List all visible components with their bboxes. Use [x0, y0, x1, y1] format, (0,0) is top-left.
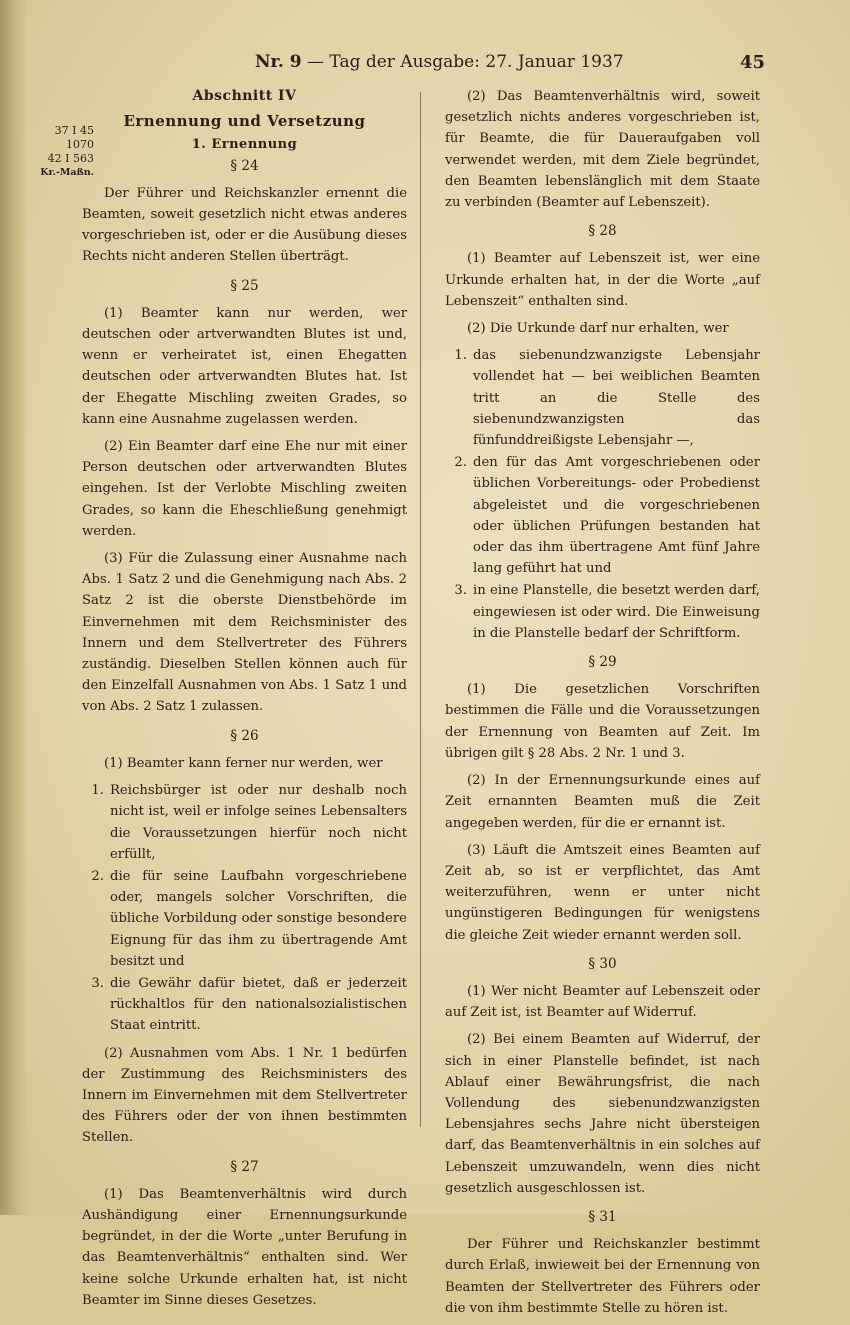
list-text: in eine Planstelle, die besetzt werden darf, eingewiesen ist oder wird. Die Einweisung in die Planstelle bedarf der Schriftform.	[473, 583, 760, 641]
list-number: 3.	[91, 975, 104, 991]
list-text: die Gewähr dafür bietet, daß er jederzeit rückhaltlos für den nationalsozialistischen Staat eintritt.	[110, 975, 407, 1034]
margin-note-line: 37 I 45	[54, 124, 94, 137]
paragraph-text: (2) In der Ernennungsurkunde eines auf Zeit ernannten Beamten muß die Zeit angegeben werden, für die er ernannt ist.	[445, 773, 760, 831]
list-text: den für das Amt vorgeschriebenen oder üblichen Vorbereitungs- oder Probedienst abgeleistet und die vorgeschriebenen oder üblichen Prüfungen bestanden hat oder das ihm übertragene Amt fünf Jahre lang geführt hat und	[473, 455, 760, 577]
paragraph-text: (1) Das Beamtenverhältnis wird durch Aushändigung einer Ernennungsurkunde begründet, in der die Worte „unter Berufung in das Beamtenverhältnis“ enthalten sind. Wer keine solche Urkunde erhalten hat, ist nicht Beamter im Sinne dieses Gesetzes.	[82, 1186, 407, 1308]
paragraph-number: § 29	[588, 654, 617, 671]
paragraph-text: (2) Ein Beamter darf eine Ehe nur mit einer Person deutschen oder artverwandten Blutes eingehen. Ist der Verlobte Mischling zweiten Grades, so kann die Eheschließung genehmigt werden.	[82, 439, 407, 539]
list-text: die für seine Laufbahn vorgeschriebene oder, mangels solcher Vorschriften, die übliche Vorbildung oder sonstige besondere Eignung für das ihm zu übertragende Amt besitzt und	[110, 868, 407, 969]
issue-date: — Tag der Ausgabe: 27. Januar 1937	[307, 52, 624, 72]
binding-gutter	[0, 0, 28, 1215]
paragraph-text: (2) Ausnahmen vom Abs. 1 Nr. 1 bedürfen der Zustimmung des Reichsministers des Innern im Einvernehmen mit dem Stellvertreter des Führers oder der von ihnen bestimmten Stellen.	[82, 1045, 407, 1146]
paragraph-text: (1) Wer nicht Beamter auf Lebenszeit oder auf Zeit ist, ist Beamter auf Widerruf.	[445, 983, 760, 1021]
paragraph-text: (1) Beamter kann nur werden, wer deutschen oder artverwandten Blutes ist und, wenn er verheiratet ist, einen Ehegatten deutschen oder artverwandten Blutes hat. Ist der Ehegatte Mischling zweiten Grades, so kann eine Ausnahme zugelassen werden.	[82, 305, 407, 427]
list-item	[82, 780, 407, 865]
paragraph-text: (3) Läuft die Amtszeit eines Beamten auf Zeit ab, so ist er verpflichtet, das Amt weiterzuführen, wenn er unter nicht ungünstigeren Bedingungen für wenigstens die gleiche Zeit wieder ernannt werden soll.	[445, 842, 760, 943]
list-number: 3.	[454, 583, 467, 599]
subsection-title: 1. Ernennung	[191, 137, 298, 153]
list-text: das siebenundzwanzigste Lebensjahr vollendet hat — bei weiblichen Beamten tritt an die Stelle des siebenundzwanzigsten das fünfunddreißigste Lebensjahr —,	[473, 348, 760, 449]
paragraph-text: Der Führer und Reichskanzler bestimmt durch Erlaß, inwieweit bei der Ernennung von Beamten der Stellvertreter des Führers oder die von ihm bestimmte Stelle zu hören ist.	[445, 1237, 760, 1316]
paragraph-number: § 27	[230, 1158, 259, 1175]
list-item	[445, 452, 760, 579]
paragraph-text: (2) Die Urkunde darf nur erhalten, wer	[467, 321, 729, 337]
section-heading: Abschnitt IV	[192, 88, 297, 104]
list-number: 2.	[91, 868, 104, 884]
list-number: 1.	[91, 783, 104, 799]
right-column	[445, 86, 760, 1325]
list-item	[445, 580, 760, 644]
paragraph-text: (2) Das Beamtenverhältnis wird, soweit gesetzlich nichts anderes vorgeschrieben ist, für Beamte, die für Daueraufgaben voll verwendet werden, mit dem Ziele begründet, den Beamten lebenslänglich mit dem Staate zu verbinden (Beamter auf Lebenszeit).	[445, 89, 760, 211]
page-header	[255, 52, 765, 78]
paragraph-text: (1) Beamter auf Lebenszeit ist, wer eine Urkunde erhalten hat, in der die Worte „auf Lebenszeit“ enthalten sind.	[445, 251, 760, 309]
paragraph-text: (2) Bei einem Beamten auf Widerruf, der sich in einer Planstelle befindet, ist nach Ablauf einer Bewährungsfrist, die nach Vollendung des siebenundzwanzigsten Lebensjahres sechs Jahre nicht übersteigen darf, das Beamtenverhältnis in ein solches auf Lebenszeit umzuwandeln, wenn dies nicht gesetzlich ausgeschlossen ist.	[445, 1032, 760, 1196]
paragraph-number: § 24	[230, 157, 259, 174]
margin-note-line: 42 I 563	[47, 152, 94, 165]
paragraph-number: § 25	[230, 277, 259, 294]
list-item	[82, 973, 407, 1037]
paragraph-text: (3) Für die Zulassung einer Ausnahme nach Abs. 1 Satz 2 und die Genehmigung nach Abs. 2 Satz 2 ist die oberste Dienstbehörde im Einvernehmen mit dem Reichsminister des Innern und dem Stellvertreter des Führers zuständig. Dieselben Stellen können auch für den Einzelfall Ausnahmen von Abs. 1 Satz 1 und von Abs. 2 Satz 1 zulassen.	[82, 551, 407, 715]
left-column	[82, 86, 407, 1317]
margin-note-line: Kr.-Maßn.	[40, 167, 94, 178]
list-item	[445, 345, 760, 451]
margin-note-line: 1070	[66, 138, 94, 151]
section-title: Ernennung und Versetzung	[123, 112, 366, 131]
list-number: 1.	[454, 348, 467, 364]
issue-number: Nr. 9	[255, 52, 302, 72]
list-text: Reichsbürger ist oder nur deshalb noch nicht ist, weil er infolge seines Lebensalters die Voraussetzungen hierfür noch nicht erfüllt,	[110, 783, 407, 862]
column-divider	[420, 92, 421, 1127]
paragraph-text: Der Führer und Reichskanzler ernennt die Beamten, soweit gesetzlich nicht etwas anderes vorgeschrieben ist, oder er die Ausübung dieses Rechts nicht anderen Stellen überträgt.	[82, 185, 407, 265]
paragraph-text: (1) Die gesetzlichen Vorschriften bestimmen die Fälle und die Voraussetzungen der Ernennung von Beamten auf Zeit. Im übrigen gilt § 28 Abs. 2 Nr. 1 und 3.	[445, 682, 760, 761]
paragraph-number: § 30	[588, 955, 617, 972]
list-number: 2.	[454, 455, 467, 471]
paragraph-text: (1) Beamter kann ferner nur werden, wer	[104, 755, 383, 771]
paragraph-number: § 26	[230, 727, 259, 744]
list-item	[82, 866, 407, 972]
paragraph-number: § 28	[588, 223, 617, 240]
page-number: 45	[739, 52, 765, 73]
paragraph-number: § 31	[588, 1208, 617, 1225]
